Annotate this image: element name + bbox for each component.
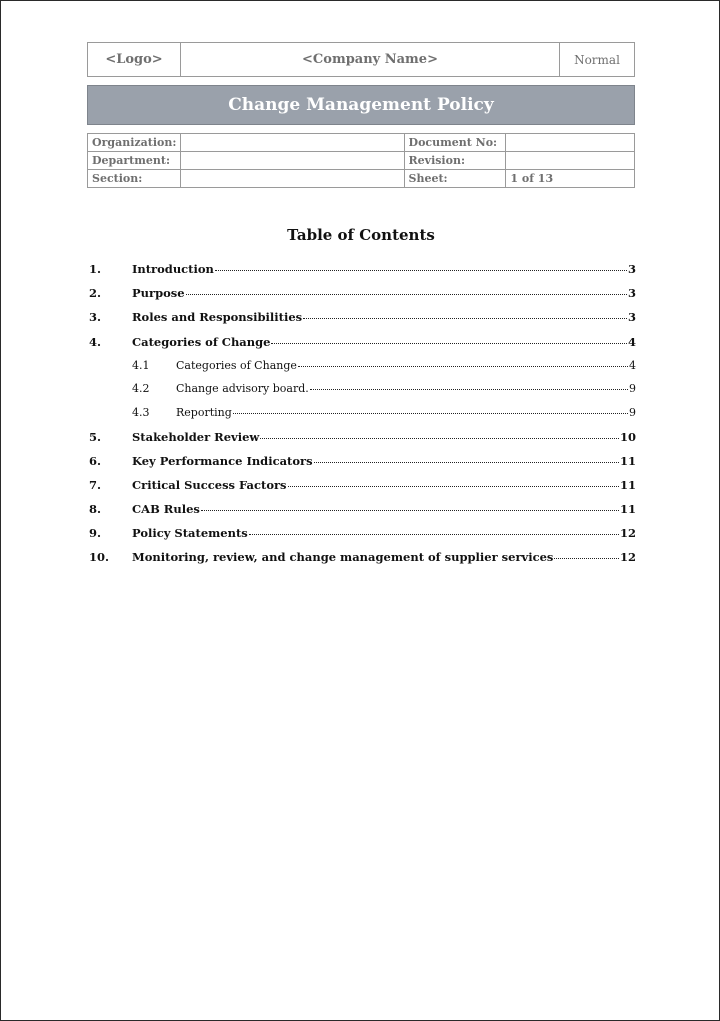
toc-entry-label: Critical Success Factors bbox=[132, 477, 287, 492]
department-label: Department: bbox=[88, 152, 181, 170]
toc-leader-dots bbox=[288, 485, 619, 487]
section-label: Section: bbox=[88, 170, 181, 188]
toc-entry-label: Roles and Responsibilities bbox=[132, 310, 303, 325]
toc-entry-label: Categories of Change bbox=[132, 334, 271, 349]
document-info-table bbox=[87, 133, 635, 188]
department-value bbox=[181, 152, 404, 170]
toc-entry-number: 4.3 bbox=[132, 405, 150, 419]
toc-leader-dots bbox=[271, 342, 627, 344]
toc-entry[interactable] bbox=[89, 526, 636, 550]
toc-leader-dots bbox=[233, 412, 628, 414]
toc-leader-dots bbox=[186, 293, 627, 295]
toc-entry-number: 7. bbox=[89, 477, 102, 492]
toc-entry-number: 9. bbox=[89, 526, 102, 541]
toc-entry-page: 11 bbox=[619, 502, 636, 517]
header-table bbox=[87, 42, 635, 77]
toc-subentry[interactable] bbox=[89, 406, 636, 430]
toc-entry-label: Categories of Change bbox=[176, 358, 297, 372]
toc-entry-page: 3 bbox=[627, 310, 636, 325]
toc-entry-label: Monitoring, review, and change management of supplier services bbox=[132, 550, 554, 565]
logo-placeholder: <Logo> bbox=[88, 43, 181, 76]
toc-entry-page: 10 bbox=[619, 429, 636, 444]
toc-subentry[interactable] bbox=[89, 359, 636, 383]
toc-entry-page: 12 bbox=[619, 550, 636, 565]
document-no-label: Document No: bbox=[404, 134, 506, 152]
toc-entry-page: 11 bbox=[619, 477, 636, 492]
toc-entry-page: 9 bbox=[629, 405, 636, 419]
toc-leader-dots bbox=[215, 269, 627, 271]
toc-leader-dots bbox=[260, 437, 619, 439]
toc-entry-label: Purpose bbox=[132, 286, 185, 301]
toc-entry[interactable] bbox=[89, 454, 636, 478]
toc-entry-number: 2. bbox=[89, 286, 102, 301]
info-row bbox=[88, 170, 635, 188]
toc-leader-dots bbox=[554, 557, 619, 559]
toc-entry-number: 8. bbox=[89, 502, 102, 517]
revision-label: Revision: bbox=[404, 152, 506, 170]
toc-leader-dots bbox=[201, 509, 619, 511]
toc-entry[interactable] bbox=[89, 262, 636, 286]
toc-entry-number: 4. bbox=[89, 334, 102, 349]
toc-entry[interactable] bbox=[89, 550, 636, 574]
toc-entry[interactable] bbox=[89, 502, 636, 526]
info-row bbox=[88, 134, 635, 152]
toc-entry-number: 4.1 bbox=[132, 358, 150, 372]
company-name: <Company Name> bbox=[181, 43, 560, 76]
toc-entry-number: 4.2 bbox=[132, 382, 150, 396]
toc-entry-number: 1. bbox=[89, 262, 102, 276]
document-no-value bbox=[506, 134, 635, 152]
toc-leader-dots bbox=[298, 365, 628, 367]
organization-value bbox=[181, 134, 404, 152]
toc-entry-label: Reporting bbox=[176, 405, 232, 419]
toc-leader-dots bbox=[310, 388, 628, 390]
sheet-label: Sheet: bbox=[404, 170, 506, 188]
toc-entry-page: 4 bbox=[627, 334, 636, 349]
toc-entry-label: Policy Statements bbox=[132, 526, 248, 541]
toc-entry[interactable] bbox=[89, 478, 636, 502]
toc-entry-label: Key Performance Indicators bbox=[132, 453, 313, 468]
toc-entry-label: Stakeholder Review bbox=[132, 429, 260, 444]
toc-entry-number: 6. bbox=[89, 453, 102, 468]
toc-entry-number: 5. bbox=[89, 429, 102, 444]
sheet-value: 1 of 13 bbox=[506, 170, 635, 188]
toc-entry-page: 11 bbox=[619, 453, 636, 468]
toc-subentry[interactable] bbox=[89, 382, 636, 406]
toc-entry[interactable] bbox=[89, 286, 636, 310]
info-row bbox=[88, 152, 635, 170]
toc-entry-page: 12 bbox=[619, 526, 636, 541]
toc-leader-dots bbox=[249, 533, 619, 535]
toc-entry-number: 3. bbox=[89, 310, 102, 325]
table-of-contents bbox=[89, 262, 636, 575]
document-title: Change Management Policy bbox=[87, 85, 635, 125]
toc-entry-label: Change advisory board. bbox=[176, 382, 309, 396]
toc-entry-number: 10. bbox=[89, 550, 110, 565]
section-value bbox=[181, 170, 404, 188]
revision-value bbox=[506, 152, 635, 170]
toc-entry-page: 3 bbox=[627, 286, 636, 301]
toc-entry-label: Introduction bbox=[132, 262, 214, 276]
toc-entry[interactable] bbox=[89, 335, 636, 359]
toc-entry-page: 3 bbox=[627, 262, 636, 276]
toc-heading: Table of Contents bbox=[287, 226, 435, 244]
toc-entry[interactable] bbox=[89, 430, 636, 454]
status-label: Normal bbox=[574, 52, 620, 67]
toc-entry-page: 9 bbox=[629, 382, 636, 396]
toc-entry-page: 4 bbox=[629, 358, 636, 372]
toc-entry-label: CAB Rules bbox=[132, 502, 200, 517]
toc-leader-dots bbox=[303, 317, 627, 319]
toc-entry[interactable] bbox=[89, 310, 636, 334]
organization-label: Organization: bbox=[88, 134, 181, 152]
toc-leader-dots bbox=[314, 461, 619, 463]
